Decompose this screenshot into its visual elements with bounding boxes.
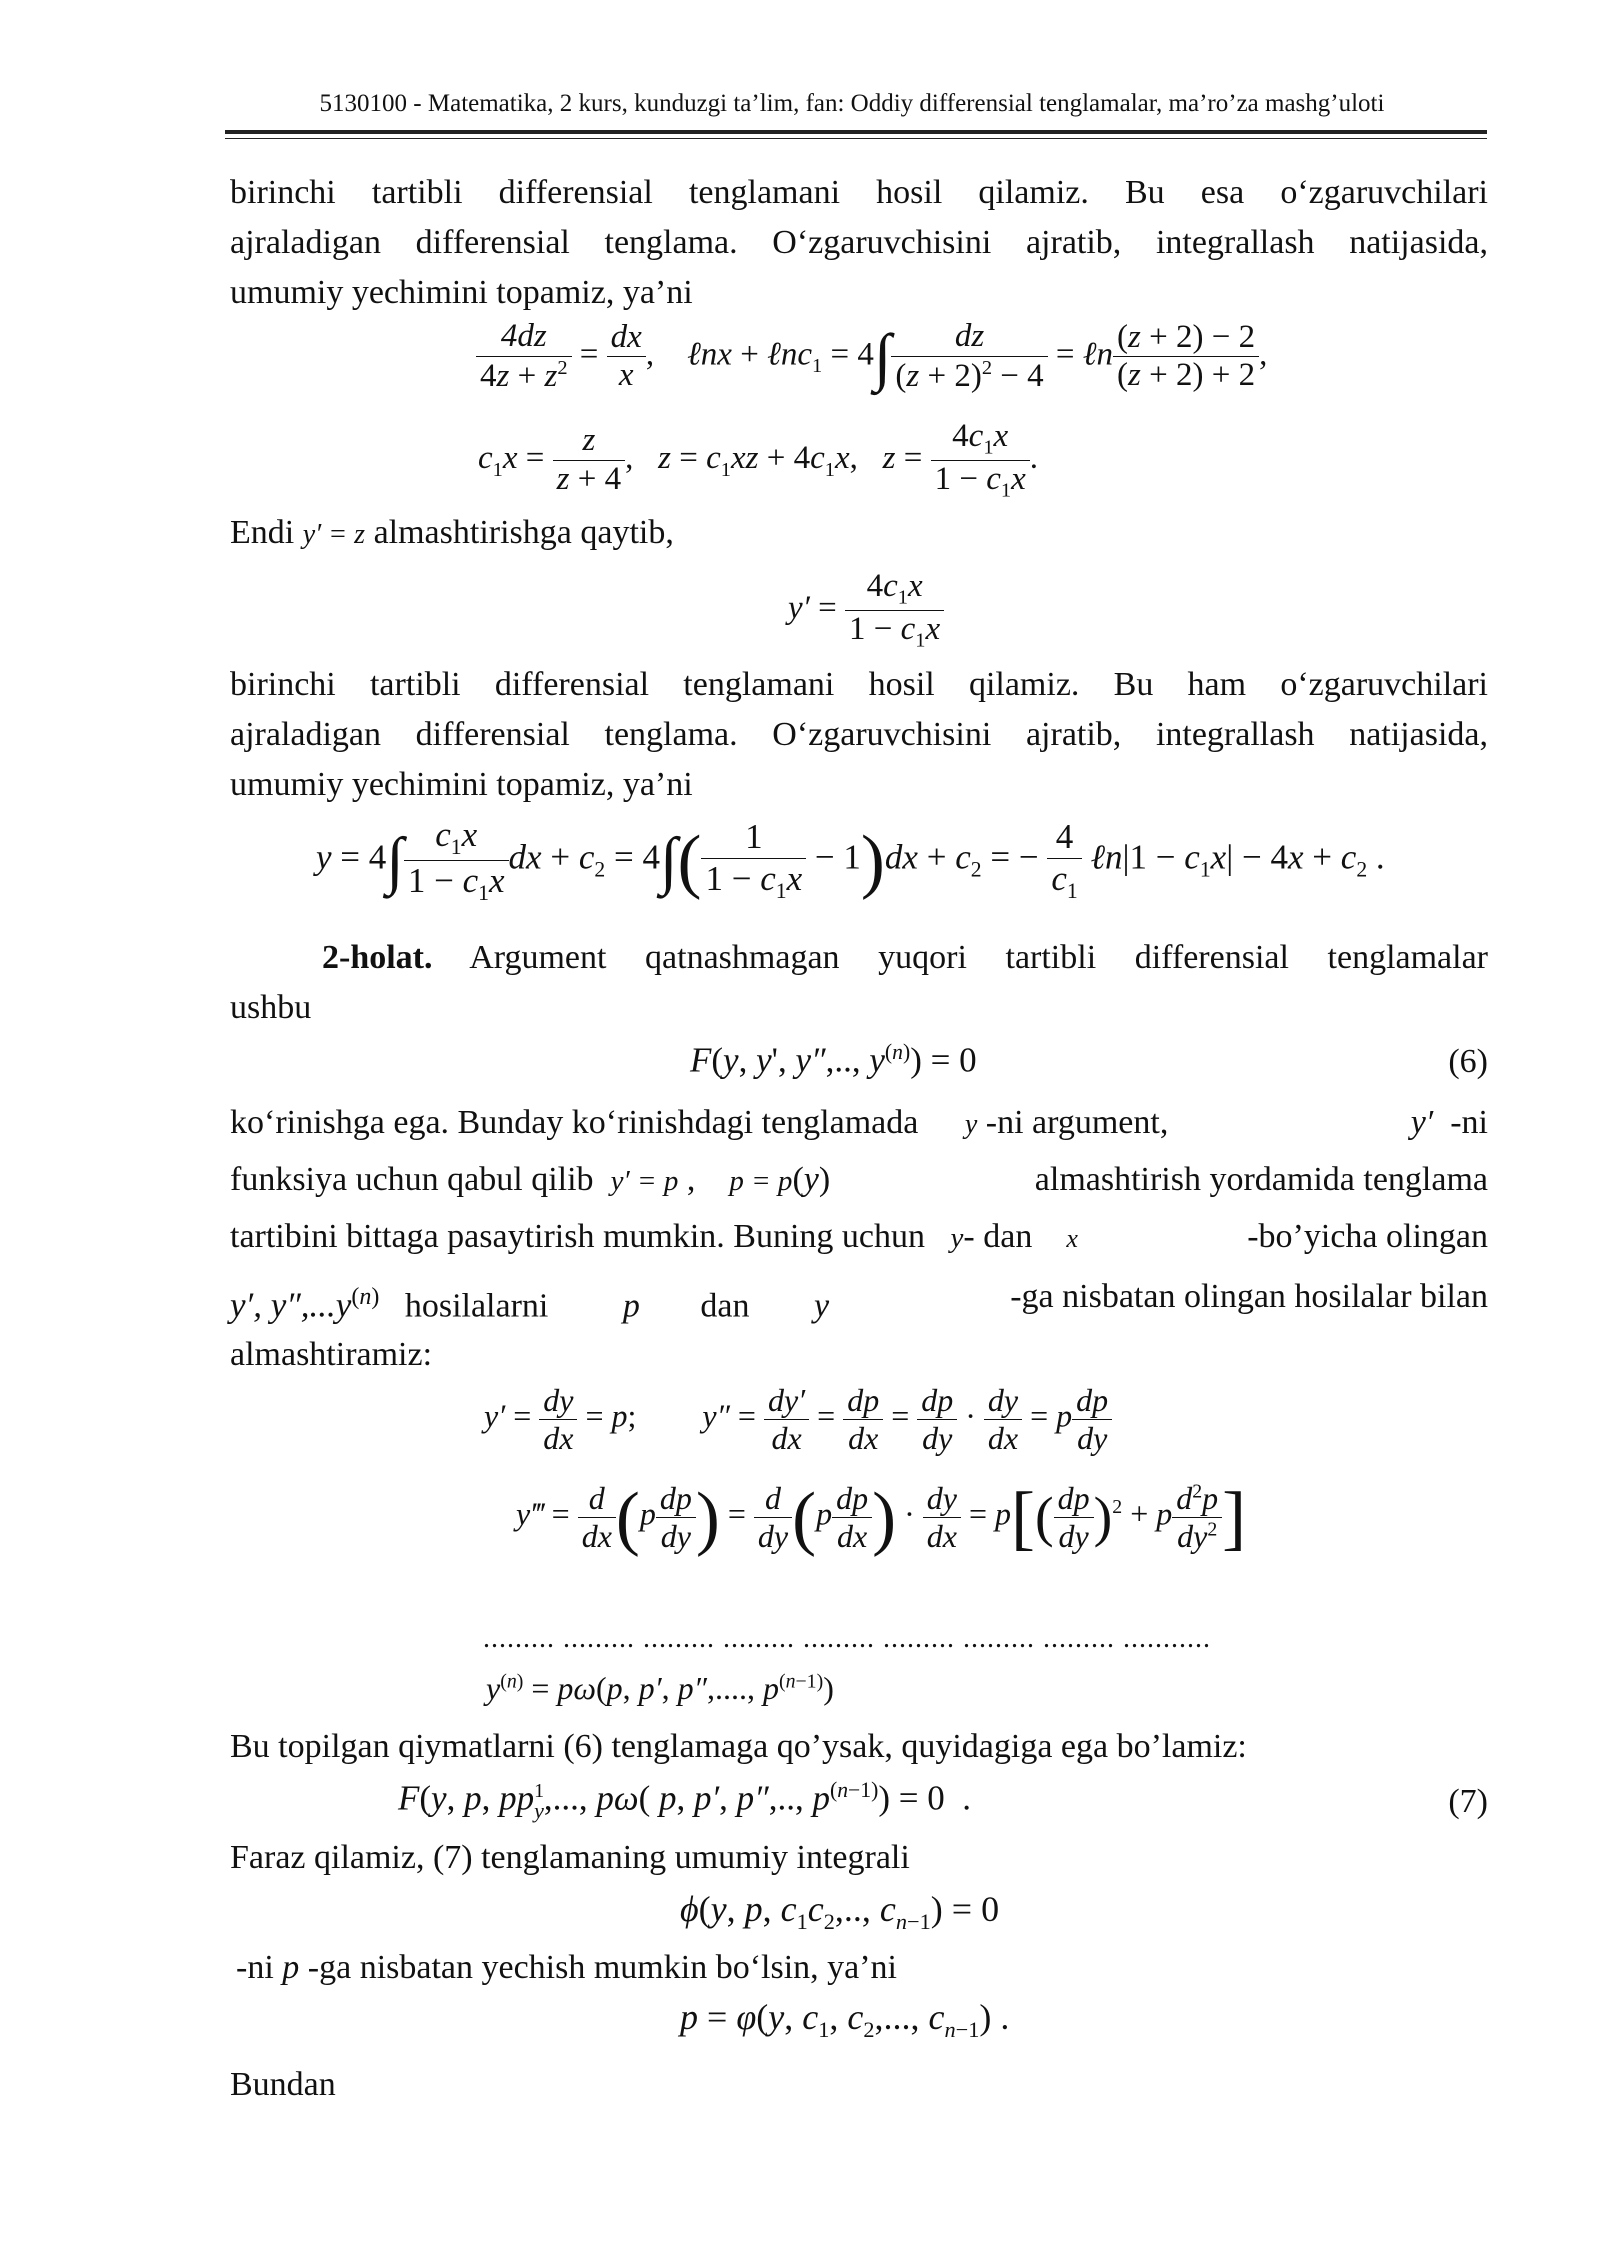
text-fragment: almashtirishga qaytib,: [373, 514, 674, 551]
text-fragment: -ni: [1450, 1104, 1488, 1141]
equation-nth-derivative: $y^{(n)} = p\omega(p$, p′, p″,...., $p^{(n-1)}$): [486, 1670, 834, 1706]
paragraph-line: Faraz qilamiz, (7) tenglamaning umumiy integrali: [230, 1839, 910, 1876]
text-fragment: -ga nisbatan olingan hosilalar bilan: [1010, 1278, 1488, 1315]
paragraph-line: [322, 933, 1488, 983]
equation-separation: $\frac{4dz}{4z + z^2}$ = $\frac{dx}{x}$ , ℓnx + ℓnc$_1$ = 4∫ $\frac{dz}{(z + 2)^2 - 4}$ = ℓn $\frac{(z + 2) - 2}{(z + 2) + 2}$ ,: [476, 318, 1267, 396]
equation-general-integral: ϕ(y, p, $c_1c_2$,.., $c_{n-1}) = 0$: [680, 1889, 1000, 1935]
text-fragment: almashtirish yordamida tenglama: [1034, 1161, 1488, 1198]
paragraph-line: -ni p -ga nisbatan yechish mumkin bo‘lsin, ya’ni: [236, 1949, 898, 1986]
header-rule-thin: [225, 138, 1487, 139]
paragraph-line: ko‘rinishga ega. Bunday ko‘rinishdagi tenglamada y -ni argument, y′ -ni: [230, 1104, 1488, 1141]
paragraph-line: y′, $y'',...y^{(n)}$ hosilalarni p dan y -ga nisbatan olingan hosilalar bilan: [230, 1272, 1488, 1331]
equation-7: F(y, p, $pp^1_y$,..., pω( p, p′, p″,.., $p^{(n-1)}) = 0$ .: [398, 1778, 971, 1823]
text-fragment: -ni: [236, 1949, 274, 1986]
text-fragment: dan: [700, 1287, 750, 1325]
paragraph-line: Bundan: [230, 2066, 336, 2103]
paragraph-line: birinchi tartibli differensial tenglamani hosil qilamiz. Bu ham o‘zgaruvchilari: [230, 666, 1488, 703]
header-rule-thick: [225, 130, 1487, 134]
equation-general-solution: y = 4∫ $\frac{c_1x}{1 - c_1x}$ dx + $c_2 = 4\int$( $\frac{1}{1 - c_1x}$ − $1)dx + c_2$ = − $\frac{4}{c_1}$ ℓn|1 − $c_1x| - 4x + c_2$ .: [316, 815, 1385, 905]
equation-number: (6): [1448, 1043, 1488, 1080]
paragraph-line: tartibini bittaga pasaytirish mumkin. Buning uchun y- dan x -bo’yicha olingan: [230, 1212, 1488, 1264]
case-heading: 2-holat.: [322, 939, 433, 976]
text-fragment: funksiya uchun qabul qilib: [230, 1161, 594, 1198]
text-fragment: -ga nisbatan yechish mumkin bo‘lsin, ya’ni: [307, 1949, 898, 1986]
equation-y-prime: y′ = $\frac{4c_1x}{1 - c_1x}$: [788, 568, 944, 653]
paragraph-line: Endi y′ = z almashtirishga qaytib,: [230, 514, 674, 551]
text-fragment: - dan: [963, 1218, 1033, 1255]
page-header: 5130100 - Matematika, 2 kurs, kunduzgi ta’lim, fan: Oddiy differensial tenglamalar, ma’ro’za mashg’uloti: [319, 90, 1385, 117]
equation-number: (7): [1448, 1783, 1488, 1820]
paragraph-line: birinchi tartibli differensial tenglamani hosil qilamiz. Bu esa o‘zgaruvchilari: [230, 174, 1488, 211]
ellipsis-row: ......... ......... ......... ......... ......... ......... ......... ......... ...........: [483, 1623, 1211, 1654]
equation-third-derivative: y‴ = $\frac{d}{dx}$ (p $\frac{dp}{dy}$ ) = $\frac{d}{dy}$ (p $\frac{dp}{dx}$ ) · $\frac{dy}{dx}$ = p[( $\frac{dp}{dy}$ )$^2$ + p $\frac{d^2p}{dy^2}$ ]: [516, 1477, 1247, 1558]
paragraph-line: ushbu: [230, 989, 312, 1026]
text-fragment: -bo’yicha olingan: [1247, 1218, 1488, 1255]
paragraph-line: Bu topilgan qiymatlarni (6) tenglamaga qo’ysak, quyidagiga ega bo’lamiz:: [230, 1728, 1247, 1765]
text-fragment: tartibini bittaga pasaytirish mumkin. Buning uchun: [230, 1218, 926, 1255]
paragraph-line: ajraladigan differensial tenglama. O‘zgaruvchisini ajratib, integrallash natijasida,: [230, 716, 1488, 753]
paragraph-line: umumiy yechimini topamiz, ya’ni: [230, 766, 693, 803]
equation-first-second-derivatives: y′ = $\frac{dy}{dx}$ = p; y″ = $\frac{dy'}{dx}$ = $\frac{dp}{dx}$ = $\frac{dp}{dy}$ · $\frac{dy}{dx}$ = p $\frac{dp}{dy}$: [484, 1382, 1112, 1457]
paragraph-line: funksiya uchun qabul qilib y′ = p , p = p(y) almashtirish yordamida tenglama: [230, 1155, 1488, 1206]
paragraph-line: almashtiramiz:: [230, 1336, 433, 1373]
paragraph-line: umumiy yechimini topamiz, ya’ni: [230, 274, 693, 311]
equation-solution-z: $c_1x$ = $\frac{z}{z + 4}$ , $z = c_1xz + 4c_1x$, z = $\frac{4c_1x}{1 - c_1x}$ .: [478, 418, 1038, 502]
text-fragment: ko‘rinishga ega. Bunday ko‘rinishdagi tenglamada: [230, 1104, 919, 1141]
text-fragment: Endi: [230, 514, 295, 551]
equation-6: F(y, y', y″,.., $y^{(n)}) = 0$: [690, 1040, 977, 1080]
paragraph-line: ajraladigan differensial tenglama. O‘zgaruvchisini ajratib, integrallash natijasida,: [230, 224, 1488, 261]
equation-p-solution: p = φ(y, $c_1$, $c_2$,..., $c_{n-1}$) .: [680, 1997, 1010, 2043]
text-fragment: Argument qatnashmagan yuqori tartibli differensial tenglamalar: [469, 939, 1488, 976]
text-fragment: -ni argument,: [985, 1104, 1169, 1141]
text-fragment: hosilalarni: [404, 1287, 549, 1325]
